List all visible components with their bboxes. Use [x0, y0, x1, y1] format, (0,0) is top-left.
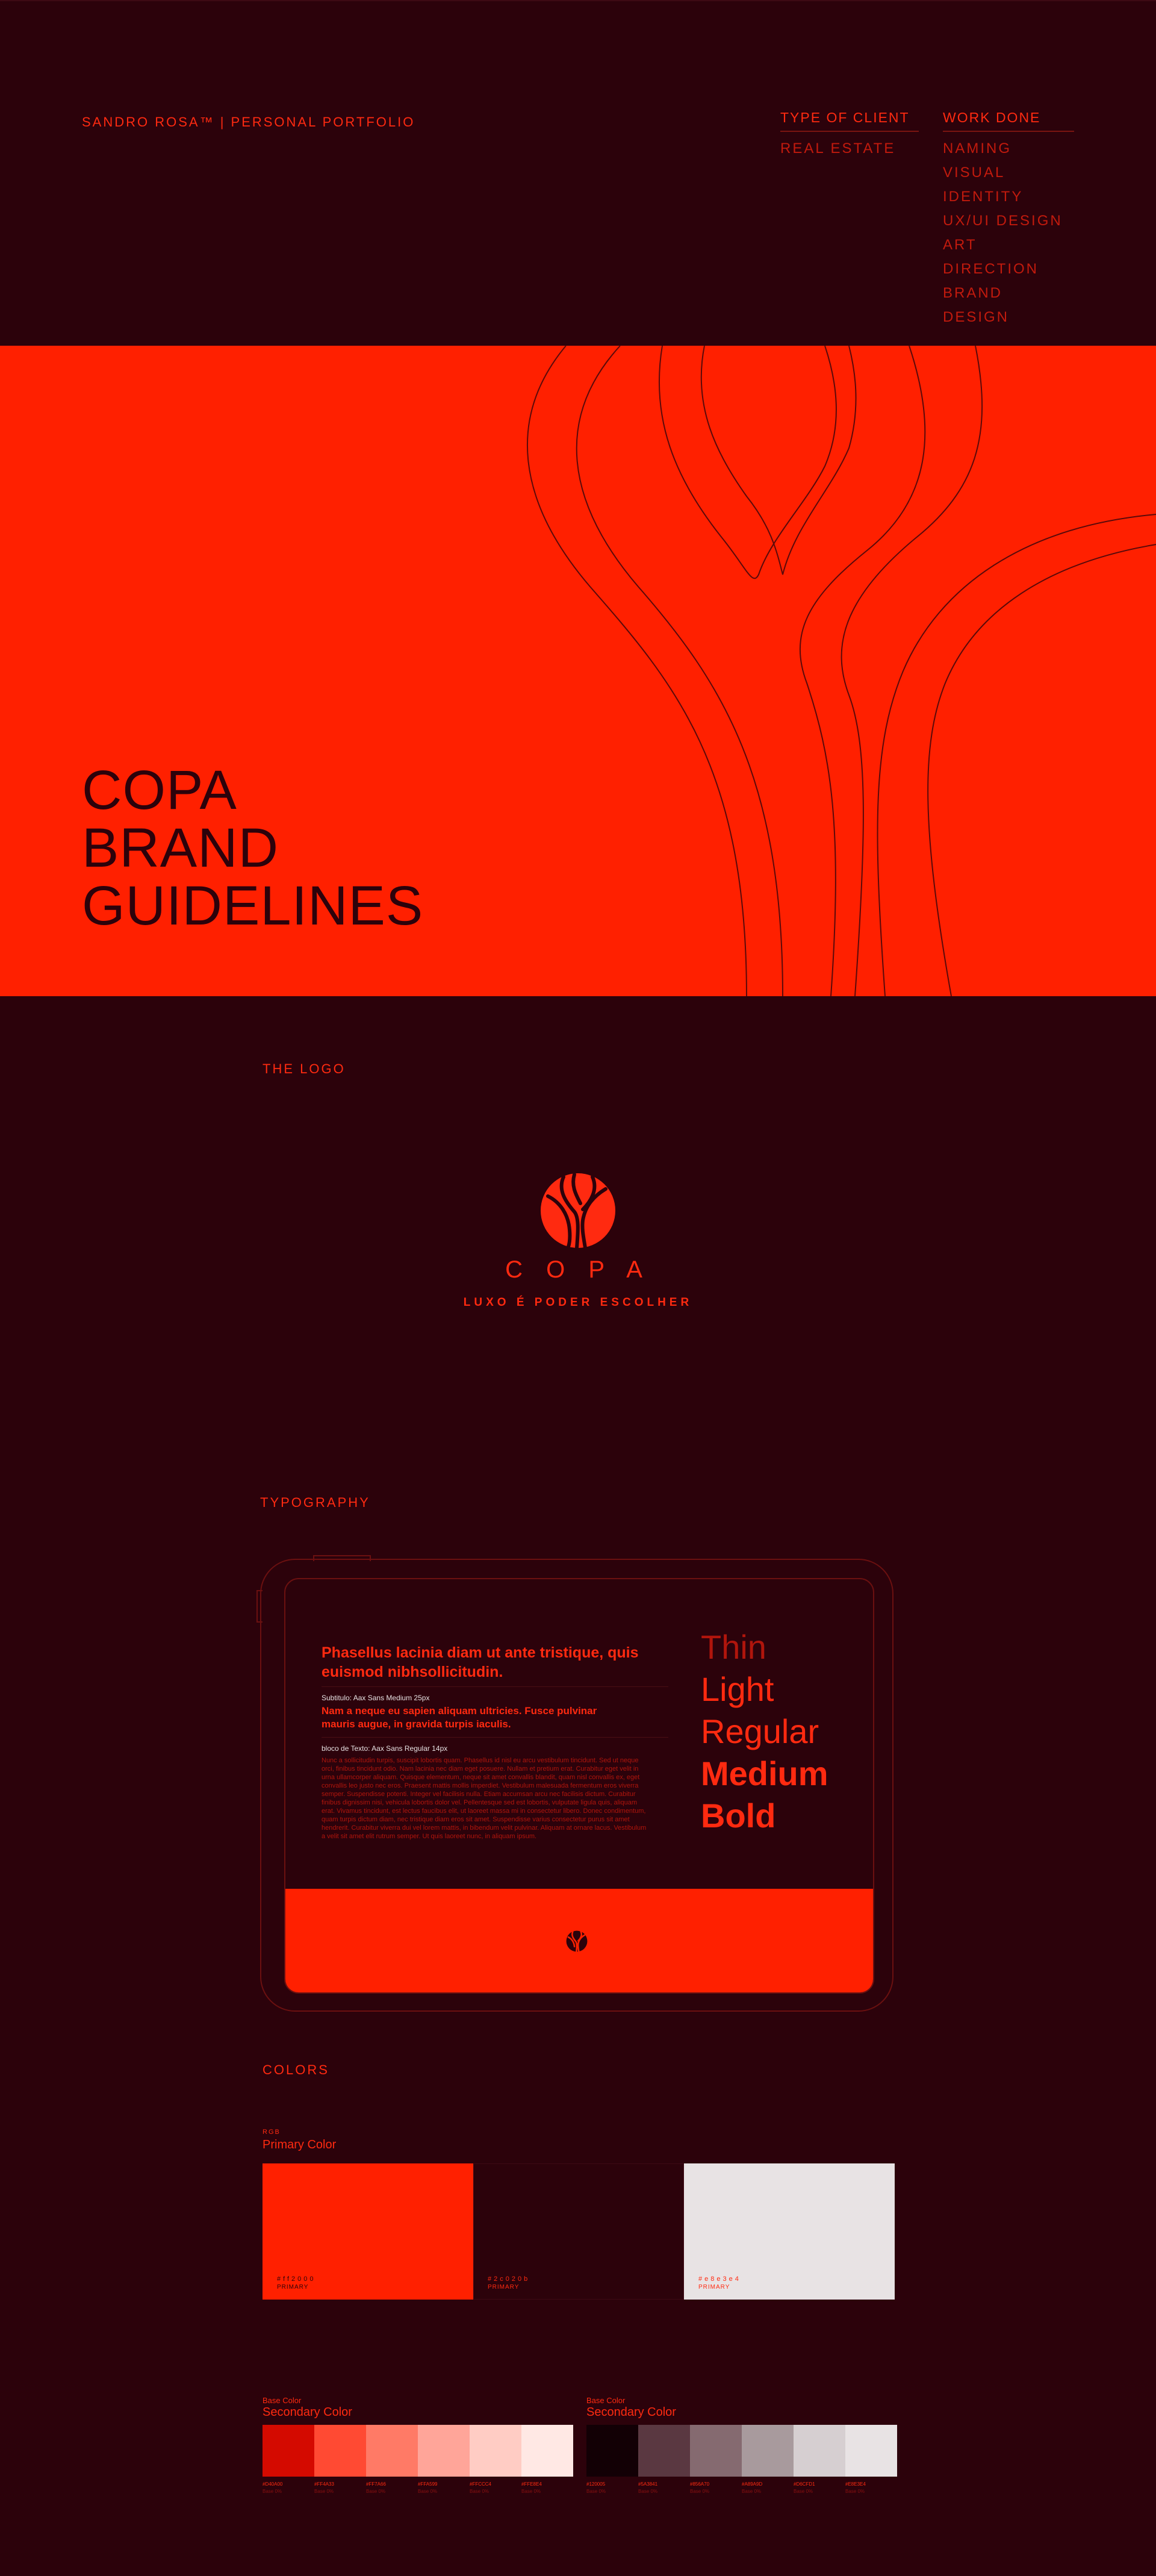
work-done-item: ART DIRECTION: [943, 237, 1039, 277]
secondary-right-title: Secondary Color: [586, 2406, 676, 2419]
colors-section-title: COLORS: [263, 2062, 329, 2077]
subtitle-spec-label: Subtitulo: Aax Sans Medium 25px: [322, 1694, 430, 1702]
secondary-color-swatch: [638, 2425, 690, 2477]
swatch-hex-code: #2c020b: [488, 2275, 530, 2283]
swatch-hex-code: #FF7A66: [366, 2481, 386, 2487]
divider: [322, 1737, 668, 1738]
secondary-color-swatch: [366, 2425, 418, 2477]
typography-section-title: TYPOGRAPHY: [260, 1495, 370, 1510]
secondary-left-title: Secondary Color: [263, 2406, 352, 2419]
swatch-hex-code: #D6CFD1: [794, 2481, 815, 2487]
swatch-label: Base 0%: [366, 2489, 386, 2494]
headline-sample: Phasellus lacinia diam ut ante tristique, quis euismod nibhsollicitudin.: [322, 1644, 639, 1680]
secondary-color-swatch: [690, 2425, 742, 2477]
swatch-label: Base 0%: [314, 2489, 334, 2494]
weight-medium: Medium: [701, 1754, 828, 1792]
secondary-color-swatch: [521, 2425, 573, 2477]
swatch-label: PRIMARY: [488, 2284, 520, 2291]
secondary-color-swatch: [845, 2425, 897, 2477]
primary-color-swatch: [684, 2163, 895, 2300]
work-done-item: UX/UI DESIGN: [943, 213, 1063, 229]
client-type-item: REAL ESTATE: [780, 140, 896, 157]
weight-thin: Thin: [701, 1628, 766, 1666]
secondary-left-kicker: Base Color: [263, 2396, 302, 2405]
swatch-label: Base 0%: [586, 2489, 606, 2494]
tree-circle-icon: [539, 1172, 617, 1249]
swatch-hex-code: #e8e3e4: [698, 2275, 741, 2283]
swatch-label: Base 0%: [638, 2489, 658, 2494]
weight-light: Light: [701, 1670, 774, 1708]
hero-banner: [0, 346, 1156, 996]
hero-line: COPA: [82, 759, 237, 821]
hero-title: [82, 761, 423, 935]
primary-color-swatch: [263, 2163, 473, 2300]
work-done-heading: WORK DONE: [943, 110, 1074, 132]
swatch-label: Base 0%: [845, 2489, 865, 2494]
swatch-hex-code: #FFCCC4: [470, 2481, 492, 2487]
primary-kicker: RGB: [263, 2128, 281, 2136]
secondary-right-kicker: Base Color: [586, 2396, 626, 2405]
client-type-list: [780, 137, 919, 161]
work-done-item: BRAND DESIGN: [943, 285, 1010, 325]
secondary-color-swatch: [263, 2425, 314, 2477]
swatch-label: Base 0%: [521, 2489, 541, 2494]
secondary-color-swatch: [470, 2425, 521, 2477]
logo-wordmark: C O P A: [505, 1256, 651, 1283]
swatch-hex-code: #FFA599: [418, 2481, 438, 2487]
body-spec-label: bloco de Texto: Aax Sans Regular 14px: [322, 1744, 448, 1753]
swatch-hex-code: #5A3841: [638, 2481, 658, 2487]
primary-title: Primary Color: [263, 2138, 337, 2151]
swatch-label: PRIMARY: [698, 2284, 730, 2291]
secondary-color-swatch: [418, 2425, 470, 2477]
swatch-hex-code: #E8E3E4: [845, 2481, 866, 2487]
portfolio-title: SANDRO ROSA™ | PERSONAL PORTFOLIO: [82, 114, 415, 129]
swatch-label: Base 0%: [470, 2489, 489, 2494]
swatch-label: Base 0%: [690, 2489, 710, 2494]
weight-regular: Regular: [701, 1712, 819, 1750]
tree-circle-icon: [566, 1930, 588, 1952]
swatch-label: Base 0%: [794, 2489, 813, 2494]
tablet-button: [313, 1555, 371, 1561]
swatch-hex-code: #ff2000: [277, 2275, 316, 2283]
divider: [322, 1686, 668, 1687]
swatch-hex-code: #D40A00: [263, 2481, 283, 2487]
swatch-hex-code: #856A70: [690, 2481, 710, 2487]
client-type-heading: TYPE OF CLIENT: [780, 110, 919, 132]
swatch-hex-code: #120005: [586, 2481, 606, 2487]
primary-color-swatch: [473, 2163, 684, 2300]
client-type-column: [780, 110, 919, 161]
work-done-item: VISUAL IDENTITY: [943, 164, 1024, 205]
swatch-label: Base 0%: [418, 2489, 438, 2494]
logo-tagline: LUXO É PODER ESCOLHER: [463, 1296, 693, 1309]
swatch-hex-code: #FF4A33: [314, 2481, 334, 2487]
weight-bold: Bold: [701, 1797, 776, 1835]
swatch-hex-code: #A89A9D: [742, 2481, 763, 2487]
swatch-label: Base 0%: [742, 2489, 762, 2494]
secondary-color-swatch: [742, 2425, 794, 2477]
work-done-column: [943, 110, 1074, 329]
logo-section-title: THE LOGO: [263, 1061, 346, 1076]
work-done-list: [943, 137, 1074, 329]
top-divider: [0, 0, 1156, 1]
secondary-color-swatch: [314, 2425, 366, 2477]
body-sample: Nunc a sollicitudin turpis, suscipit lobortis quam. Phasellus id nisl eu arcu vestibulum tincidunt. Sed ut neque orci, finibus tincidunt odio. Nam lacinia nec diam eget posuere. Nullam et pretium erat. Curabitur eget velit in urna ullamcorper aliquam. Quisque elementum, neque sit amet convallis blandit, quam nisl convallis ex, eget convallis leo justo nec eros. Praesent mattis mollis imperdiet. Vestibulum malesuada fermentum eros viverra semper. Suspendisse potenti. Integer vel facilisis nulla. Etiam accumsan arcu nec facilisis dictum. Curabitur finibus dignissim nisi, vehicula lobortis dolor vel. Pellentesque sed est lobortis, vulputate ligula quis, aliquam erat. Vivamus tincidunt, est lectus faucibus elit, ut laoreet massa mi in consectetur libero. Donec condimentum, quam turpis dictum diam, nec tristique diam eros sit amet. Suspendisse varius consectetur purus sit amet hendrerit. Curabitur viverra dui vel lorem mattis, in bibendum velit pulvinar. Aliquam at ornare lacus. Vestibulum a velit sit amet elit rutrum semper. Ut quis laoreet nunc, in aliquam ipsum.: [322, 1757, 647, 1840]
swatch-hex-code: #FFE8E4: [521, 2481, 542, 2487]
hero-line: GUIDELINES: [82, 875, 424, 937]
subtitle-sample: Nam a neque eu sapien aliquam ultricies. Fusce pulvinar mauris augue, in gravida turpis iaculis.: [322, 1705, 597, 1730]
swatch-label: Base 0%: [263, 2489, 282, 2494]
tablet-side-button: [256, 1590, 263, 1623]
secondary-color-swatch: [586, 2425, 638, 2477]
work-done-item: NAMING: [943, 140, 1012, 157]
hero-line: BRAND: [82, 817, 279, 879]
swatch-label: PRIMARY: [277, 2284, 309, 2291]
secondary-color-swatch: [794, 2425, 845, 2477]
